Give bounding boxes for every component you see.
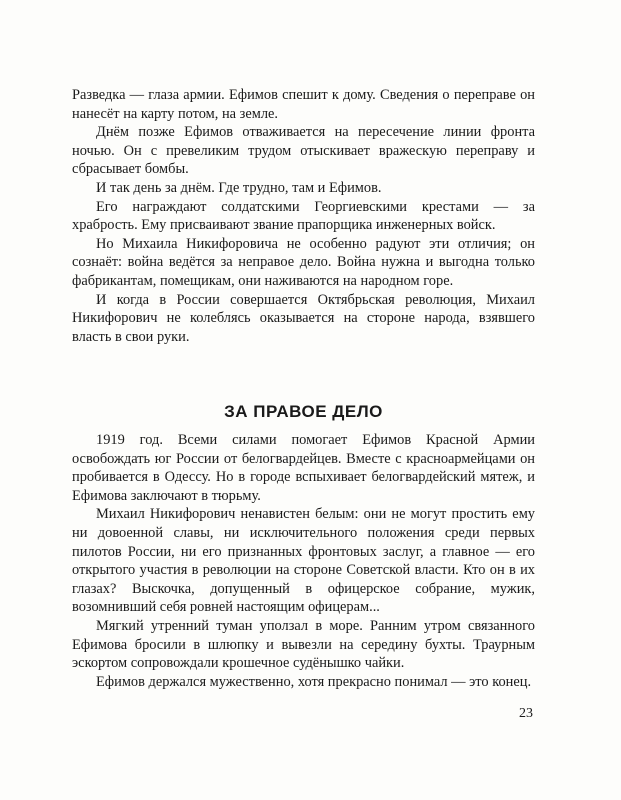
paragraph: Ефимов держался мужественно, хотя прекрасно понимал — это конец. (96, 673, 532, 690)
paragraph: Разведка — глаза армии. Ефимов спешит к дому. Сведения о переправе он нанесёт на карту потом, на земле. (72, 87, 535, 122)
text-block-bottom (72, 431, 535, 691)
paragraph: 1919 год. Всеми силами помогает Ефимов Красной Армии освобождать юг России от белогвардейцев. Вместе с красноармейцами он пробивается в Одессу. Но в городе вспыхивает белогвардейский мятеж, и Ефимова заключают в тюрьму. (72, 432, 535, 504)
paragraph: Его награждают солдатскими Георгиевскими крестами — за храбрость. Ему присваивают звание прапорщика инженерных войск. (72, 198, 535, 234)
paragraph: Но Михаила Никифоровича не особенно радуют эти отличия; он сознаёт: война ведётся за неправое дело. Война нужна и выгодна только фабрикантам, помещикам, они наживаются на народном горе. (72, 235, 535, 289)
text-block-top (72, 86, 535, 346)
paragraph: Днём позже Ефимов отваживается на пересечение линии фронта ночью. Он с превеликим трудом отыскивает вражескую переправу и сбрасывает бомбы. (72, 124, 535, 178)
section-title: ЗА ПРАВОЕ ДЕЛО (224, 402, 383, 421)
page-number: 23 (519, 706, 533, 721)
paragraph: И когда в России совершается Октябрьская революция, Михаил Никифорович не колеблясь оказывается на стороне народа, взявшего власть в свои руки. (72, 291, 535, 345)
paragraph: Михаил Никифорович ненавистен белым: они не могут простить ему ни довоенной славы, ни исключительного положения среди первых пилотов России, ни его признанных фронтовых заслуг, а главное — его открытого участия в революции на стороне Советской власти. Кто он в их глазах? Выскочка, допущенный в офицерское собрание, мужик, возомнивший себя ровней настоящим офицерам... (72, 506, 535, 616)
paragraph: Мягкий утренний туман уползал в море. Ранним утром связанного Ефимова бросили в шлюпку и вывезли на середину бухты. Траурным эскортом сопровождали крошечное судёнышко чайки. (72, 617, 535, 672)
paragraph: И так день за днём. Где трудно, там и Ефимов. (96, 179, 382, 196)
